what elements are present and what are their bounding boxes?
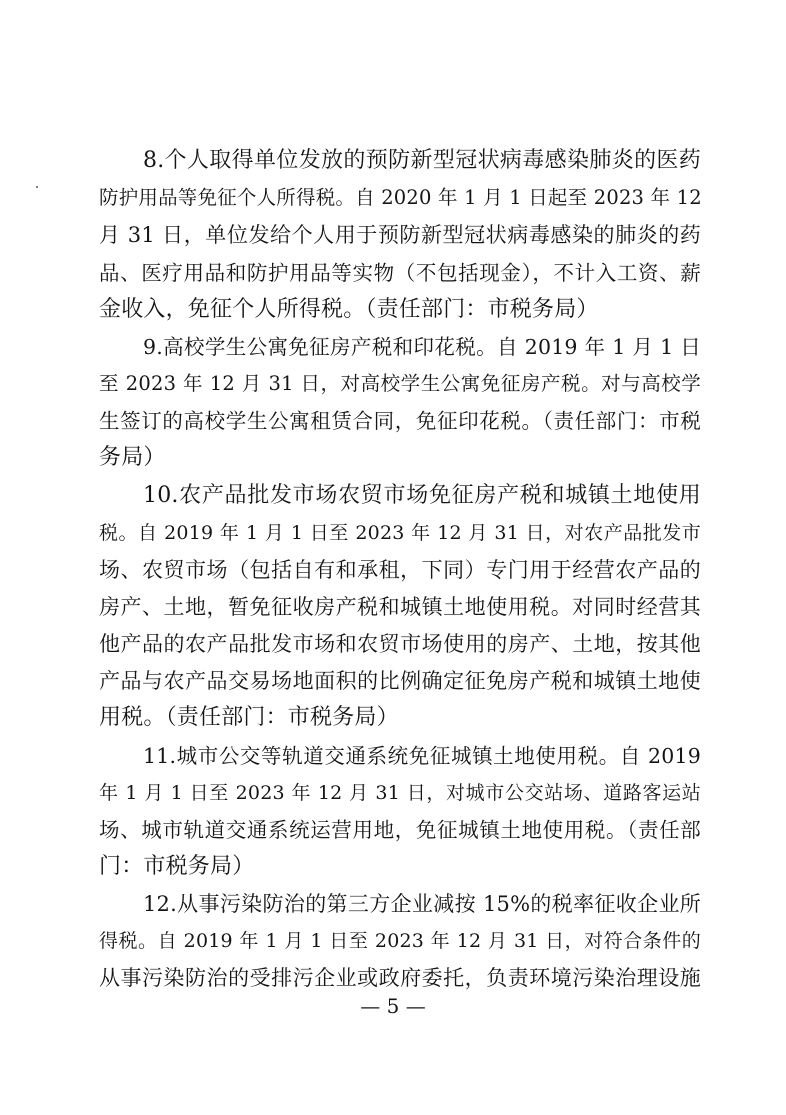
text-line: 场、城市轨道交通系统运营用地，免征城镇土地使用税。（责任部 — [99, 818, 701, 842]
text-line: 品、医疗用品和防护用品等实物（不包括现金），不计入工资、薪 — [99, 261, 701, 285]
text-line: 产品与农产品交易场地面积的比例确定征免房产税和城镇土地使 — [99, 669, 701, 693]
text-line: 年 1 月 1 日至 2023 年 12 月 31 日，对城市公交站场、道路客运站 — [99, 782, 701, 804]
text-line: 用税。（责任部门：市税务局） — [99, 705, 399, 730]
text-line: 务局） — [99, 445, 166, 470]
text-line: 场、农贸市场（包括自有和承租，下同）专门用于经营农产品的 — [99, 558, 701, 582]
text-line: 他产品的农产品批发市场和农贸市场使用的房产、土地，按其他 — [99, 632, 701, 656]
text-line: 得税。自 2019 年 1 月 1 日至 2023 年 12 月 31 日，对符合条件的 — [99, 930, 701, 952]
text-line: 10.农产品批发市场农贸市场免征房产税和城镇土地使用 — [143, 483, 701, 508]
scan-speck — [36, 186, 38, 188]
text-line: 税。自 2019 年 1 月 1 日至 2023 年 12 月 31 日，对农产品批发市 — [99, 522, 701, 544]
page-number: — 5 — — [360, 994, 426, 1018]
text-line: 金收入，免征个人所得税。（责任部门：市税务局） — [99, 297, 599, 322]
text-line: 门：市税务局） — [99, 854, 255, 879]
text-line: 至 2023 年 12 月 31 日，对高校学生公寓免征房产税。对与高校学 — [99, 372, 701, 395]
text-line: 月 31 日，单位发给个人用于预防新型冠状病毒感染的肺炎的药 — [99, 223, 701, 247]
text-line: 12.从事污染防治的第三方企业减按 15%的税率征收企业所 — [143, 892, 701, 916]
text-line: 11.城市公交等轨道交通系统免征城镇土地使用税。自 2019 — [143, 744, 701, 768]
text-line: 防护用品等免征个人所得税。自 2020 年 1 月 1 日起至 2023 年 12 — [99, 186, 702, 209]
text-line: 8.个人取得单位发放的预防新型冠状病毒感染肺炎的医药 — [143, 148, 701, 173]
text-line: 房产、土地，暂免征收房产税和城镇土地使用税。对同时经营其 — [99, 595, 701, 619]
text-line: 生签订的高校学生公寓租赁合同，免征印花税。（责任部门：市税 — [99, 409, 701, 433]
text-line: 从事污染防治的受排污企业或政府委托，负责环境污染治理设施 — [99, 966, 701, 990]
text-line: 9.高校学生公寓免征房产税和印花税。自 2019 年 1 月 1 日 — [143, 335, 701, 359]
